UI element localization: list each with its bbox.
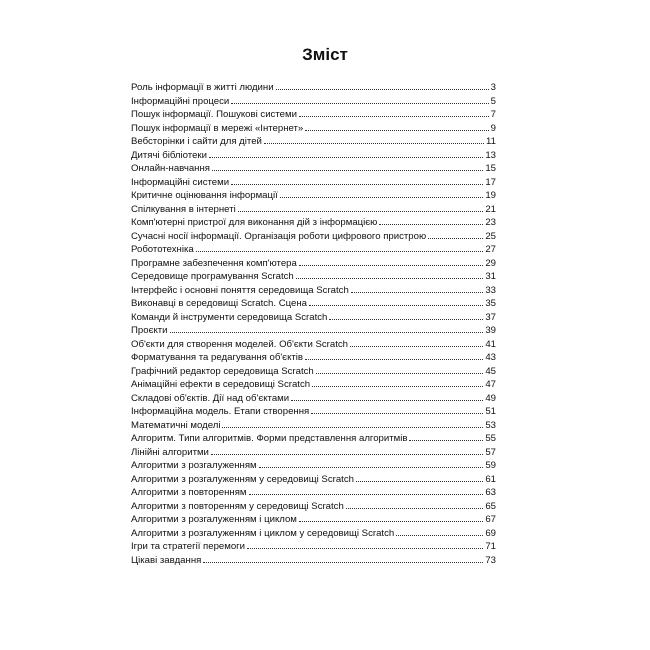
toc-entry-page-number: 35 bbox=[485, 298, 496, 309]
toc-entry bbox=[131, 149, 496, 163]
toc-entry bbox=[131, 203, 496, 217]
dot-leader bbox=[291, 400, 483, 401]
toc-entry-title: Алгоритми з повторенням bbox=[131, 487, 247, 498]
dot-leader bbox=[238, 211, 484, 212]
toc-entry-page-number: 15 bbox=[485, 163, 496, 174]
toc-entry-page-number: 33 bbox=[485, 284, 496, 296]
dot-leader bbox=[350, 346, 483, 347]
toc-entry-page-number: 61 bbox=[485, 473, 496, 485]
dot-leader bbox=[346, 508, 484, 509]
toc-entry bbox=[131, 135, 496, 149]
toc-entry-page-number: 41 bbox=[485, 338, 496, 350]
toc-entry-page-number: 43 bbox=[485, 352, 496, 363]
dot-leader bbox=[211, 454, 483, 455]
toc-entry bbox=[131, 189, 496, 203]
dot-leader bbox=[280, 197, 484, 198]
dot-leader bbox=[170, 332, 484, 333]
toc-entry-title: Спілкування в інтернеті bbox=[131, 203, 236, 215]
toc-entry-page-number: 51 bbox=[485, 406, 496, 417]
dot-leader bbox=[296, 278, 484, 279]
toc-entry bbox=[131, 338, 496, 352]
toc-entry-page-number: 27 bbox=[485, 244, 496, 255]
toc-entry bbox=[131, 513, 496, 527]
toc-entry bbox=[131, 392, 496, 406]
toc-entry bbox=[131, 527, 496, 541]
toc-entry-title: Математичні моделі bbox=[131, 419, 221, 431]
toc-entry-title: Пошук інформації. Пошукові системи bbox=[131, 109, 297, 120]
toc-entry bbox=[131, 351, 496, 365]
toc-entry bbox=[131, 405, 496, 419]
toc-entry bbox=[131, 459, 496, 473]
toc-entry-page-number: 57 bbox=[485, 446, 496, 458]
toc-entry bbox=[131, 473, 496, 487]
toc-entry-page-number: 47 bbox=[485, 379, 496, 390]
toc-entry-page-number: 25 bbox=[485, 230, 496, 242]
toc-entry bbox=[131, 95, 496, 109]
dot-leader bbox=[196, 251, 484, 252]
toc-entry bbox=[131, 324, 496, 338]
toc-entry-page-number: 19 bbox=[485, 190, 496, 201]
toc-entry bbox=[131, 162, 496, 176]
dot-leader bbox=[316, 373, 484, 374]
dot-leader bbox=[209, 157, 483, 158]
dot-leader bbox=[222, 427, 483, 428]
dot-leader bbox=[329, 319, 483, 320]
toc-entry-title: Цікаві завдання bbox=[131, 554, 202, 566]
dot-leader bbox=[231, 184, 483, 185]
toc-entry-title: Алгоритми з розгалуженням і циклом у середовищі Scratch bbox=[131, 527, 395, 539]
toc-entry-page-number: 65 bbox=[485, 500, 496, 512]
toc-entry-title: Дитячі бібліотеки bbox=[131, 149, 207, 161]
toc-entry-title: Програмне забезпечення комп'ютера bbox=[131, 257, 297, 269]
toc-entry bbox=[131, 108, 496, 122]
dot-leader bbox=[379, 224, 483, 225]
toc-entry-page-number: 23 bbox=[485, 217, 496, 228]
toc-entry bbox=[131, 176, 496, 190]
toc-entry-page-number: 45 bbox=[485, 365, 496, 377]
toc-entry-title: Робототехніка bbox=[131, 244, 194, 255]
toc-entry-title: Інформаційні системи bbox=[131, 176, 230, 188]
toc-entry-title: Алгоритми з розгалуженням і циклом bbox=[131, 514, 297, 525]
toc-entry-page-number: 55 bbox=[485, 433, 496, 444]
toc-entry-page-number: 29 bbox=[485, 257, 496, 269]
dot-leader bbox=[264, 143, 484, 144]
dot-leader bbox=[311, 413, 483, 414]
toc-entry-title: Онлайн-навчання bbox=[131, 163, 210, 174]
toc-entry-page-number: 17 bbox=[485, 176, 496, 188]
toc-entry-title: Вебсторінки і сайти для дітей bbox=[131, 136, 262, 147]
toc-entry-title: Ігри та стратегії перемоги bbox=[131, 541, 246, 552]
dot-leader bbox=[212, 170, 483, 171]
toc-entry bbox=[131, 365, 496, 379]
toc-entry-page-number: 31 bbox=[485, 271, 496, 282]
toc-entry-page-number: 63 bbox=[485, 487, 496, 498]
toc-entry bbox=[131, 486, 496, 500]
dot-leader bbox=[299, 265, 484, 266]
dot-leader bbox=[351, 292, 484, 293]
toc-entry-page-number: 13 bbox=[485, 149, 496, 161]
toc-entry bbox=[131, 230, 496, 244]
toc-entry-title: Об'єкти для створення моделей. Об'єкти Scratch bbox=[131, 338, 348, 350]
toc-entry-title: Проєкти bbox=[131, 325, 168, 336]
dot-leader bbox=[203, 562, 483, 563]
dot-leader bbox=[249, 494, 484, 495]
toc-entry-page-number: 67 bbox=[485, 514, 496, 525]
toc-entry bbox=[131, 554, 496, 568]
toc-entry-title: Складові об'єктів. Дії над об'єктами bbox=[131, 392, 290, 404]
dot-leader bbox=[309, 305, 483, 306]
toc-entry-title: Графічний редактор середовища Scratch bbox=[131, 365, 314, 377]
toc-entry-page-number: 21 bbox=[485, 203, 496, 215]
toc-entry-page-number: 7 bbox=[490, 109, 496, 120]
toc-entry-title: Середовище програмування Scratch bbox=[131, 271, 294, 282]
toc-entry-page-number: 37 bbox=[485, 311, 496, 323]
toc-entry bbox=[131, 297, 496, 311]
toc-entry bbox=[131, 270, 496, 284]
toc-entry-title: Алгоритми з розгалуженням у середовищі Scratch bbox=[131, 473, 354, 485]
dot-leader bbox=[276, 89, 489, 90]
dot-leader bbox=[312, 386, 483, 387]
toc-entry-title: Комп'ютерні пристрої для виконання дій з інформацією bbox=[131, 217, 378, 228]
page-title: Зміст bbox=[302, 45, 348, 64]
toc-entry-title: Сучасні носії інформації. Організація роботи цифрового пристрою bbox=[131, 230, 427, 242]
toc-entry-title: Команди й інструменти середовища Scratch bbox=[131, 311, 328, 323]
toc-entry-page-number: 3 bbox=[490, 82, 496, 93]
dot-leader bbox=[428, 238, 483, 239]
toc-entry-title: Алгоритм. Типи алгоритмів. Форми представлення алгоритмів bbox=[131, 433, 408, 444]
toc-entry-page-number: 71 bbox=[485, 541, 496, 552]
toc-entry-page-number: 73 bbox=[485, 554, 496, 566]
dot-leader bbox=[299, 116, 489, 117]
toc-entry bbox=[131, 311, 496, 325]
toc-entry-title: Анімаційні ефекти в середовищі Scratch bbox=[131, 379, 311, 390]
toc-entry bbox=[131, 500, 496, 514]
toc-entry-page-number: 11 bbox=[486, 136, 496, 147]
toc-entry bbox=[131, 284, 496, 298]
dot-leader bbox=[299, 521, 483, 522]
dot-leader bbox=[305, 130, 488, 131]
toc-entry-title: Інформаційна модель. Етапи створення bbox=[131, 406, 310, 417]
toc-entry bbox=[131, 432, 496, 446]
toc-entry-title: Критичне оцінювання інформації bbox=[131, 190, 278, 201]
dot-leader bbox=[409, 440, 483, 441]
toc-entry bbox=[131, 81, 496, 95]
toc-entry-page-number: 9 bbox=[490, 122, 496, 134]
toc-entry bbox=[131, 446, 496, 460]
toc-entry-title: Алгоритми з розгалуженням bbox=[131, 460, 257, 471]
table-of-contents bbox=[131, 81, 496, 567]
toc-entry bbox=[131, 243, 496, 257]
toc-entry-page-number: 39 bbox=[485, 325, 496, 336]
dot-leader bbox=[305, 359, 483, 360]
toc-entry-title: Інформаційні процеси bbox=[131, 95, 230, 107]
toc-entry-page-number: 5 bbox=[490, 95, 496, 107]
toc-entry bbox=[131, 419, 496, 433]
toc-entry-title: Пошук інформації в мережі «Інтернет» bbox=[131, 122, 304, 134]
toc-entry bbox=[131, 122, 496, 136]
dot-leader bbox=[231, 103, 488, 104]
toc-entry-page-number: 59 bbox=[485, 460, 496, 471]
toc-entry bbox=[131, 378, 496, 392]
toc-entry bbox=[131, 216, 496, 230]
toc-entry bbox=[131, 540, 496, 554]
toc-entry-page-number: 69 bbox=[485, 527, 496, 539]
toc-entry bbox=[131, 257, 496, 271]
dot-leader bbox=[356, 481, 483, 482]
toc-entry-page-number: 49 bbox=[485, 392, 496, 404]
toc-entry-title: Інтерфейс і основні поняття середовища Scratch bbox=[131, 284, 349, 296]
dot-leader bbox=[396, 535, 483, 536]
toc-entry-title: Форматування та редагування об'єктів bbox=[131, 352, 304, 363]
toc-entry-title: Роль інформації в житті людини bbox=[131, 82, 274, 93]
toc-entry-page-number: 53 bbox=[485, 419, 496, 431]
dot-leader bbox=[247, 548, 483, 549]
toc-entry-title: Виконавці в середовищі Scratch. Сцена bbox=[131, 298, 307, 309]
toc-entry-title: Алгоритми з повторенням у середовищі Scratch bbox=[131, 500, 344, 512]
toc-entry-title: Лінійні алгоритми bbox=[131, 446, 209, 458]
dot-leader bbox=[259, 467, 484, 468]
